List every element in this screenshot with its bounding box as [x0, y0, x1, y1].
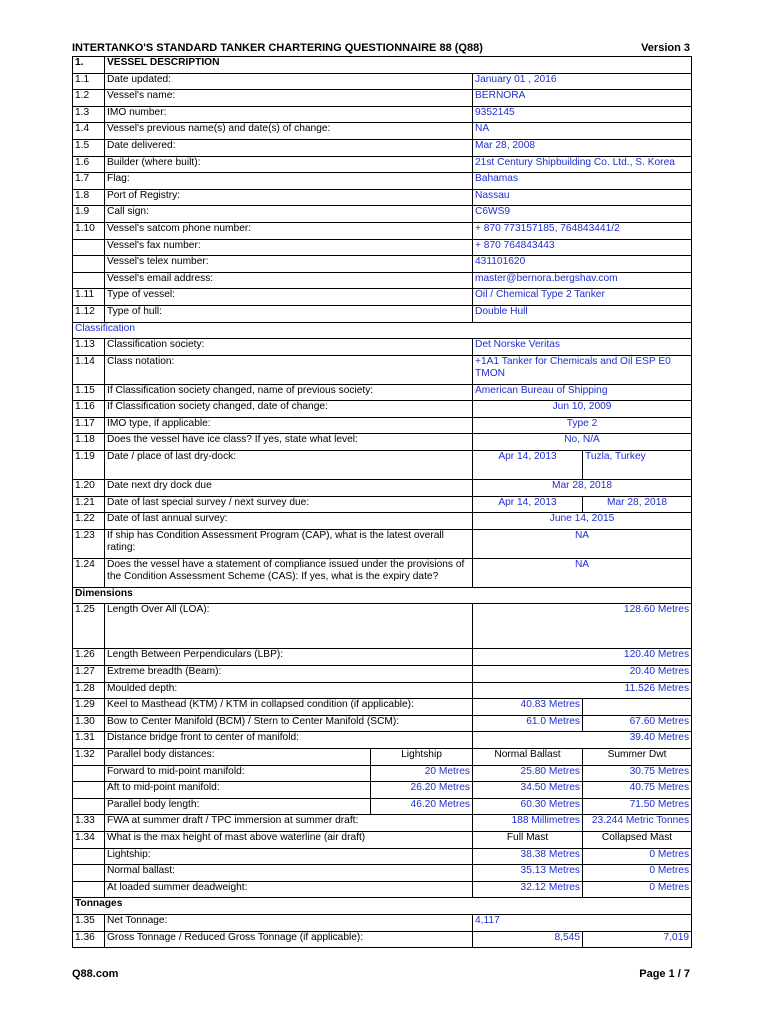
item-number — [73, 782, 105, 799]
item-value: 9352145 — [473, 106, 692, 123]
table-row — [73, 339, 692, 356]
item-number: 1.30 — [73, 715, 105, 732]
item-number: 1.25 — [73, 604, 105, 649]
value-full-mast: 38.38 Metres — [473, 848, 583, 865]
item-value: + 870 764843443 — [473, 239, 692, 256]
value-normal-ballast: 34.50 Metres — [473, 782, 583, 799]
item-value: NA — [473, 123, 692, 140]
item-label: Vessel's email address: — [105, 272, 473, 289]
table-row — [73, 123, 692, 140]
item-value: +1A1 Tanker for Chemicals and Oil ESP E0 TMON — [473, 355, 692, 384]
item-value: June 14, 2015 — [473, 513, 692, 530]
item-value: No, N/A — [473, 434, 692, 451]
item-label: Class notation: — [105, 355, 473, 384]
value-normal-ballast: 60.30 Metres — [473, 798, 583, 815]
item-label: Lightship: — [105, 848, 473, 865]
item-number: 1.16 — [73, 401, 105, 418]
item-label: Date of last special survey / next survey due: — [105, 496, 473, 513]
item-label: Parallel body distances: — [105, 749, 371, 766]
item-number: 1.36 — [73, 931, 105, 948]
footer-site: Q88.com — [72, 968, 119, 980]
item-number: 1.2 — [73, 90, 105, 107]
item-label: Length Over All (LOA): — [105, 604, 473, 649]
item-label: Parallel body length: — [105, 798, 371, 815]
item-value: January 01 , 2016 — [473, 73, 692, 90]
table-row — [73, 931, 692, 948]
table-row — [73, 289, 692, 306]
item-value: 39.40 Metres — [473, 732, 692, 749]
item-label: Normal ballast: — [105, 865, 473, 882]
item-value: Mar 28, 2008 — [473, 139, 692, 156]
item-number — [73, 848, 105, 865]
item-number: 1.35 — [73, 914, 105, 931]
value-collapsed-mast: 0 Metres — [583, 881, 692, 898]
table-row — [73, 480, 692, 497]
table-row — [73, 815, 692, 832]
item-label: If Classification society changed, name of previous society: — [105, 384, 473, 401]
column-header-normal-ballast: Normal Ballast — [473, 749, 583, 766]
item-number: 1.28 — [73, 682, 105, 699]
table-row — [73, 666, 692, 683]
item-number: 1.23 — [73, 529, 105, 558]
table-row — [73, 417, 692, 434]
item-value: BERNORA — [473, 90, 692, 107]
table-row — [73, 434, 692, 451]
item-number: 1.32 — [73, 749, 105, 766]
table-row — [73, 256, 692, 273]
item-number: 1.21 — [73, 496, 105, 513]
table-row — [73, 604, 692, 649]
item-value: Double Hull — [473, 305, 692, 322]
table-row — [73, 529, 692, 558]
value-lightship: 26.20 Metres — [371, 782, 473, 799]
item-label: If ship has Condition Assessment Program (CAP), what is the latest overall rating: — [105, 529, 473, 558]
table-row — [73, 106, 692, 123]
value-summer-dwt: 71.50 Metres — [583, 798, 692, 815]
item-label: Forward to mid-point manifold: — [105, 765, 371, 782]
item-label: Type of vessel: — [105, 289, 473, 306]
item-value: 431101620 — [473, 256, 692, 273]
item-value: NA — [473, 529, 692, 558]
item-number: 1.24 — [73, 558, 105, 587]
table-row — [73, 914, 692, 931]
item-number: 1.6 — [73, 156, 105, 173]
value-collapsed-mast: 0 Metres — [583, 848, 692, 865]
item-value: + 870 773157185, 764843441/2 — [473, 222, 692, 239]
column-header-lightship: Lightship — [371, 749, 473, 766]
item-number: 1.8 — [73, 189, 105, 206]
column-header-summer-dwt: Summer Dwt — [583, 749, 692, 766]
item-label: FWA at summer draft / TPC immersion at summer draft: — [105, 815, 473, 832]
item-label: Builder (where built): — [105, 156, 473, 173]
value-full-mast: 35.13 Metres — [473, 865, 583, 882]
item-label: Vessel's previous name(s) and date(s) of change: — [105, 123, 473, 140]
table-row — [73, 782, 692, 799]
value-full-mast: 32.12 Metres — [473, 881, 583, 898]
subsection-tonnages: Tonnages — [73, 898, 692, 915]
table-row — [73, 848, 692, 865]
value-lightship: 20 Metres — [371, 765, 473, 782]
email-value[interactable]: master@bernora.bergshav.com — [473, 272, 692, 289]
table-row — [73, 749, 692, 766]
table-row — [73, 865, 692, 882]
table-row — [73, 90, 692, 107]
table-row — [73, 173, 692, 190]
item-value: Type 2 — [473, 417, 692, 434]
item-value: 11.526 Metres — [473, 682, 692, 699]
value-summer-dwt: 40.75 Metres — [583, 782, 692, 799]
item-number: 1.27 — [73, 666, 105, 683]
item-number: 1.14 — [73, 355, 105, 384]
item-label: Vessel's fax number: — [105, 239, 473, 256]
item-label: Flag: — [105, 173, 473, 190]
item-number: 1.29 — [73, 699, 105, 716]
item-label: Bow to Center Manifold (BCM) / Stern to Center Manifold (SCM): — [105, 715, 473, 732]
item-number: 1.20 — [73, 480, 105, 497]
item-label: Keel to Masthead (KTM) / KTM in collapsed condition (if applicable): — [105, 699, 473, 716]
value-tpc: 23.244 Metric Tonnes — [583, 815, 692, 832]
item-number — [73, 881, 105, 898]
item-label: Vessel's telex number: — [105, 256, 473, 273]
value-lightship: 46.20 Metres — [371, 798, 473, 815]
value-gross-tonnage: 8,545 — [473, 931, 583, 948]
item-label: Date of last annual survey: — [105, 513, 473, 530]
item-value: 21st Century Shipbuilding Co. Ltd., S. Korea — [473, 156, 692, 173]
item-number: 1.1 — [73, 73, 105, 90]
table-row — [73, 384, 692, 401]
item-value: 4,117 — [473, 914, 692, 931]
subsection-row — [73, 587, 692, 604]
item-number: 1.15 — [73, 384, 105, 401]
item-label: Type of hull: — [105, 305, 473, 322]
table-row — [73, 881, 692, 898]
questionnaire-table — [72, 56, 692, 948]
item-number — [73, 765, 105, 782]
subsection-classification: Classification — [73, 322, 692, 339]
value-fwa: 188 Millimetres — [473, 815, 583, 832]
item-value: Nassau — [473, 189, 692, 206]
page-number: Page 1 / 7 — [639, 968, 690, 980]
table-row — [73, 272, 692, 289]
item-number — [73, 865, 105, 882]
item-label: Date next dry dock due — [105, 480, 473, 497]
table-row — [73, 401, 692, 418]
item-value: 120.40 Metres — [473, 649, 692, 666]
table-row — [73, 496, 692, 513]
item-value-next: Mar 28, 2018 — [583, 496, 692, 513]
table-row — [73, 558, 692, 587]
item-value: Oil / Chemical Type 2 Tanker — [473, 289, 692, 306]
item-label: IMO number: — [105, 106, 473, 123]
item-number: 1.31 — [73, 732, 105, 749]
item-label: If Classification society changed, date of change: — [105, 401, 473, 418]
item-number: 1.19 — [73, 451, 105, 480]
item-label: Distance bridge front to center of manifold: — [105, 732, 473, 749]
table-row — [73, 189, 692, 206]
item-number: 1.22 — [73, 513, 105, 530]
item-value: Jun 10, 2009 — [473, 401, 692, 418]
item-label: Date / place of last dry-dock: — [105, 451, 473, 480]
item-value: Mar 28, 2018 — [473, 480, 692, 497]
value-reduced-gross-tonnage: 7,019 — [583, 931, 692, 948]
item-label: Does the vessel have ice class? If yes, state what level: — [105, 434, 473, 451]
item-number: 1.18 — [73, 434, 105, 451]
table-row — [73, 649, 692, 666]
item-number: 1.9 — [73, 206, 105, 223]
table-row — [73, 765, 692, 782]
document-version: Version 3 — [641, 42, 690, 54]
page-footer — [72, 968, 690, 982]
section-title: VESSEL DESCRIPTION — [105, 57, 692, 74]
item-number: 1.12 — [73, 305, 105, 322]
item-value-last: Apr 14, 2013 — [473, 496, 583, 513]
item-number: 1.34 — [73, 831, 105, 848]
item-label: IMO type, if applicable: — [105, 417, 473, 434]
item-value: 128.60 Metres — [473, 604, 692, 649]
item-number: 1.26 — [73, 649, 105, 666]
item-number — [73, 239, 105, 256]
item-number: 1.4 — [73, 123, 105, 140]
item-label: Classification society: — [105, 339, 473, 356]
table-row — [73, 156, 692, 173]
column-header-full-mast: Full Mast — [473, 831, 583, 848]
section-number: 1. — [73, 57, 105, 74]
table-row — [73, 798, 692, 815]
item-value: C6WS9 — [473, 206, 692, 223]
item-value-bcm: 61.0 Metres — [473, 715, 583, 732]
item-label: At loaded summer deadweight: — [105, 881, 473, 898]
table-row — [73, 355, 692, 384]
table-row — [73, 715, 692, 732]
document-title: INTERTANKO'S STANDARD TANKER CHARTERING QUESTIONNAIRE 88 (Q88) — [72, 42, 483, 54]
item-number: 1.5 — [73, 139, 105, 156]
table-row — [73, 239, 692, 256]
item-number: 1.7 — [73, 173, 105, 190]
item-value: 20.40 Metres — [473, 666, 692, 683]
subsection-row — [73, 322, 692, 339]
table-row — [73, 699, 692, 716]
page-header — [72, 42, 690, 56]
table-row — [73, 222, 692, 239]
section-row — [73, 57, 692, 74]
item-number — [73, 272, 105, 289]
value-collapsed-mast: 0 Metres — [583, 865, 692, 882]
item-label: Call sign: — [105, 206, 473, 223]
table-row — [73, 139, 692, 156]
table-row — [73, 451, 692, 480]
table-row — [73, 682, 692, 699]
table-row — [73, 831, 692, 848]
item-number: 1.10 — [73, 222, 105, 239]
item-label: Net Tonnage: — [105, 914, 473, 931]
column-header-collapsed-mast: Collapsed Mast — [583, 831, 692, 848]
item-number: 1.11 — [73, 289, 105, 306]
item-label: What is the max height of mast above waterline (air draft) — [105, 831, 473, 848]
table-row — [73, 513, 692, 530]
table-row — [73, 305, 692, 322]
item-number — [73, 256, 105, 273]
item-value-date: Apr 14, 2013 — [473, 451, 583, 480]
table-row — [73, 732, 692, 749]
item-label: Gross Tonnage / Reduced Gross Tonnage (if applicable): — [105, 931, 473, 948]
subsection-dimensions: Dimensions — [73, 587, 692, 604]
item-number: 1.3 — [73, 106, 105, 123]
item-label: Aft to mid-point manifold: — [105, 782, 371, 799]
value-summer-dwt: 30.75 Metres — [583, 765, 692, 782]
item-number: 1.13 — [73, 339, 105, 356]
item-value: American Bureau of Shipping — [473, 384, 692, 401]
item-value: NA — [473, 558, 692, 587]
item-value-ktm: 40.83 Metres — [473, 699, 583, 716]
item-label: Length Between Perpendiculars (LBP): — [105, 649, 473, 666]
item-label: Date updated: — [105, 73, 473, 90]
item-label: Port of Registry: — [105, 189, 473, 206]
item-label: Date delivered: — [105, 139, 473, 156]
table-row — [73, 206, 692, 223]
item-label: Does the vessel have a statement of compliance issued under the provisions of the Condition Assessment Scheme (CAS): If yes, what is the expiry date? — [105, 558, 473, 587]
item-label: Vessel's name: — [105, 90, 473, 107]
table-row — [73, 73, 692, 90]
item-label: Extreme breadth (Beam): — [105, 666, 473, 683]
item-value-scm: 67.60 Metres — [583, 715, 692, 732]
item-label: Moulded depth: — [105, 682, 473, 699]
item-number: 1.17 — [73, 417, 105, 434]
item-number — [73, 798, 105, 815]
item-value: Det Norske Veritas — [473, 339, 692, 356]
value-normal-ballast: 25.80 Metres — [473, 765, 583, 782]
item-number: 1.33 — [73, 815, 105, 832]
item-label: Vessel's satcom phone number: — [105, 222, 473, 239]
item-value: Bahamas — [473, 173, 692, 190]
item-value-ktm-collapsed — [583, 699, 692, 716]
item-value-place: Tuzla, Turkey — [583, 451, 692, 480]
subsection-row — [73, 898, 692, 915]
